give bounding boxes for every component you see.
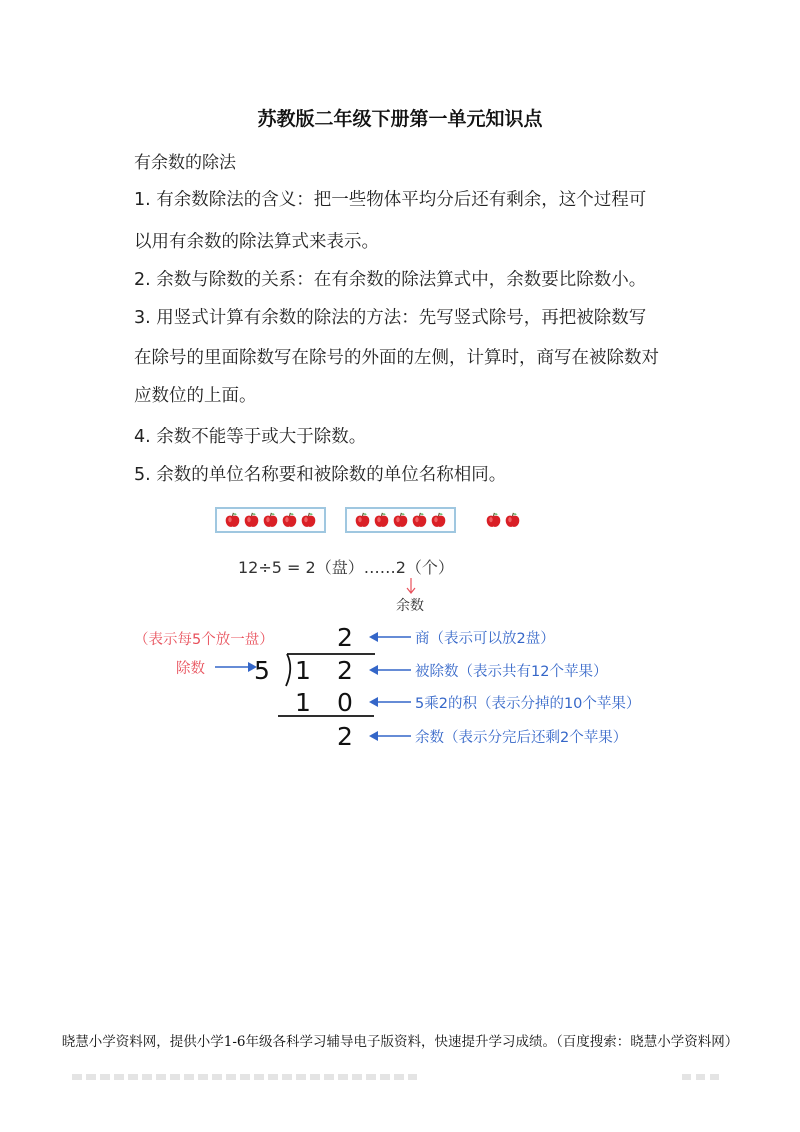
page-title: 苏教版二年级下册第一单元知识点 (257, 108, 543, 130)
leftover-apples (482, 509, 524, 531)
dividend-note: 被除数（表示共有12个苹果） (415, 664, 608, 680)
faint-page-number (682, 1074, 724, 1080)
apple-icon (504, 512, 521, 529)
apple-icon (354, 512, 371, 529)
dividend-tens-digit: 1 (295, 656, 311, 685)
arrow-left-icon (368, 630, 412, 644)
remainder-label: 余数 (396, 598, 424, 614)
apple-icon (430, 512, 447, 529)
dividend-ones-digit: 2 (337, 656, 353, 685)
point-3-line-2: 在除号的里面除数写在除号的外面的左侧，计算时，商写在被除数对 (134, 348, 659, 368)
product-ones-digit: 0 (337, 688, 353, 717)
faint-footer-line (72, 1074, 417, 1080)
division-bracket (270, 650, 380, 720)
point-1-line-1: 1. 有余数除法的含义：把一些物体平均分后还有剩余，这个过程可 (134, 190, 647, 210)
apple-tray (215, 507, 326, 533)
arrow-left-icon (368, 729, 412, 743)
quotient-note: 商（表示可以放2盘） (415, 631, 555, 647)
apple-icon (281, 512, 298, 529)
apple-icon (373, 512, 390, 529)
apple-icon (411, 512, 428, 529)
apple-icon (224, 512, 241, 529)
arrow-down-icon (404, 577, 418, 595)
product-tens-digit: 1 (295, 688, 311, 717)
point-3-line-3: 应数位的上面。 (134, 386, 257, 406)
point-4: 4. 余数不能等于或大于除数。 (134, 427, 367, 447)
apple-icon (300, 512, 317, 529)
per-plate-note: （表示每5个放一盘） (134, 632, 274, 648)
point-2: 2. 余数与除数的关系：在有余数的除法算式中，余数要比除数小。 (134, 270, 647, 290)
point-5: 5. 余数的单位名称要和被除数的单位名称相同。 (134, 465, 507, 485)
remainder-digit: 2 (337, 722, 353, 751)
arrow-right-icon (214, 660, 258, 674)
remainder-note: 余数（表示分完后还剩2个苹果） (415, 730, 628, 746)
apple-tray (345, 507, 456, 533)
point-3-line-1: 3. 用竖式计算有余数的除法的方法：先写竖式除号，再把被除数写 (134, 308, 647, 328)
apple-icon (392, 512, 409, 529)
quotient-digit: 2 (337, 623, 353, 652)
division-equation: 12÷5 = 2（盘）……2（个） (238, 558, 454, 577)
apple-icon (485, 512, 502, 529)
arrow-left-icon (368, 695, 412, 709)
product-note: 5乘2的积（表示分掉的10个苹果） (415, 696, 641, 712)
section-subtitle: 有余数的除法 (134, 153, 236, 173)
divisor-label: 除数 (176, 661, 205, 677)
divisor-digit: 5 (254, 656, 270, 685)
apple-icon (243, 512, 260, 529)
footer-text: 晓慧小学资料网，提供小学1-6年级各科学习辅导电子版资料，快速提升学习成绩。（百度搜索：晓慧小学资料网） (61, 1034, 739, 1050)
apple-icon (262, 512, 279, 529)
point-1-line-2: 以用有余数的除法算式来表示。 (134, 232, 379, 252)
arrow-left-icon (368, 663, 412, 677)
